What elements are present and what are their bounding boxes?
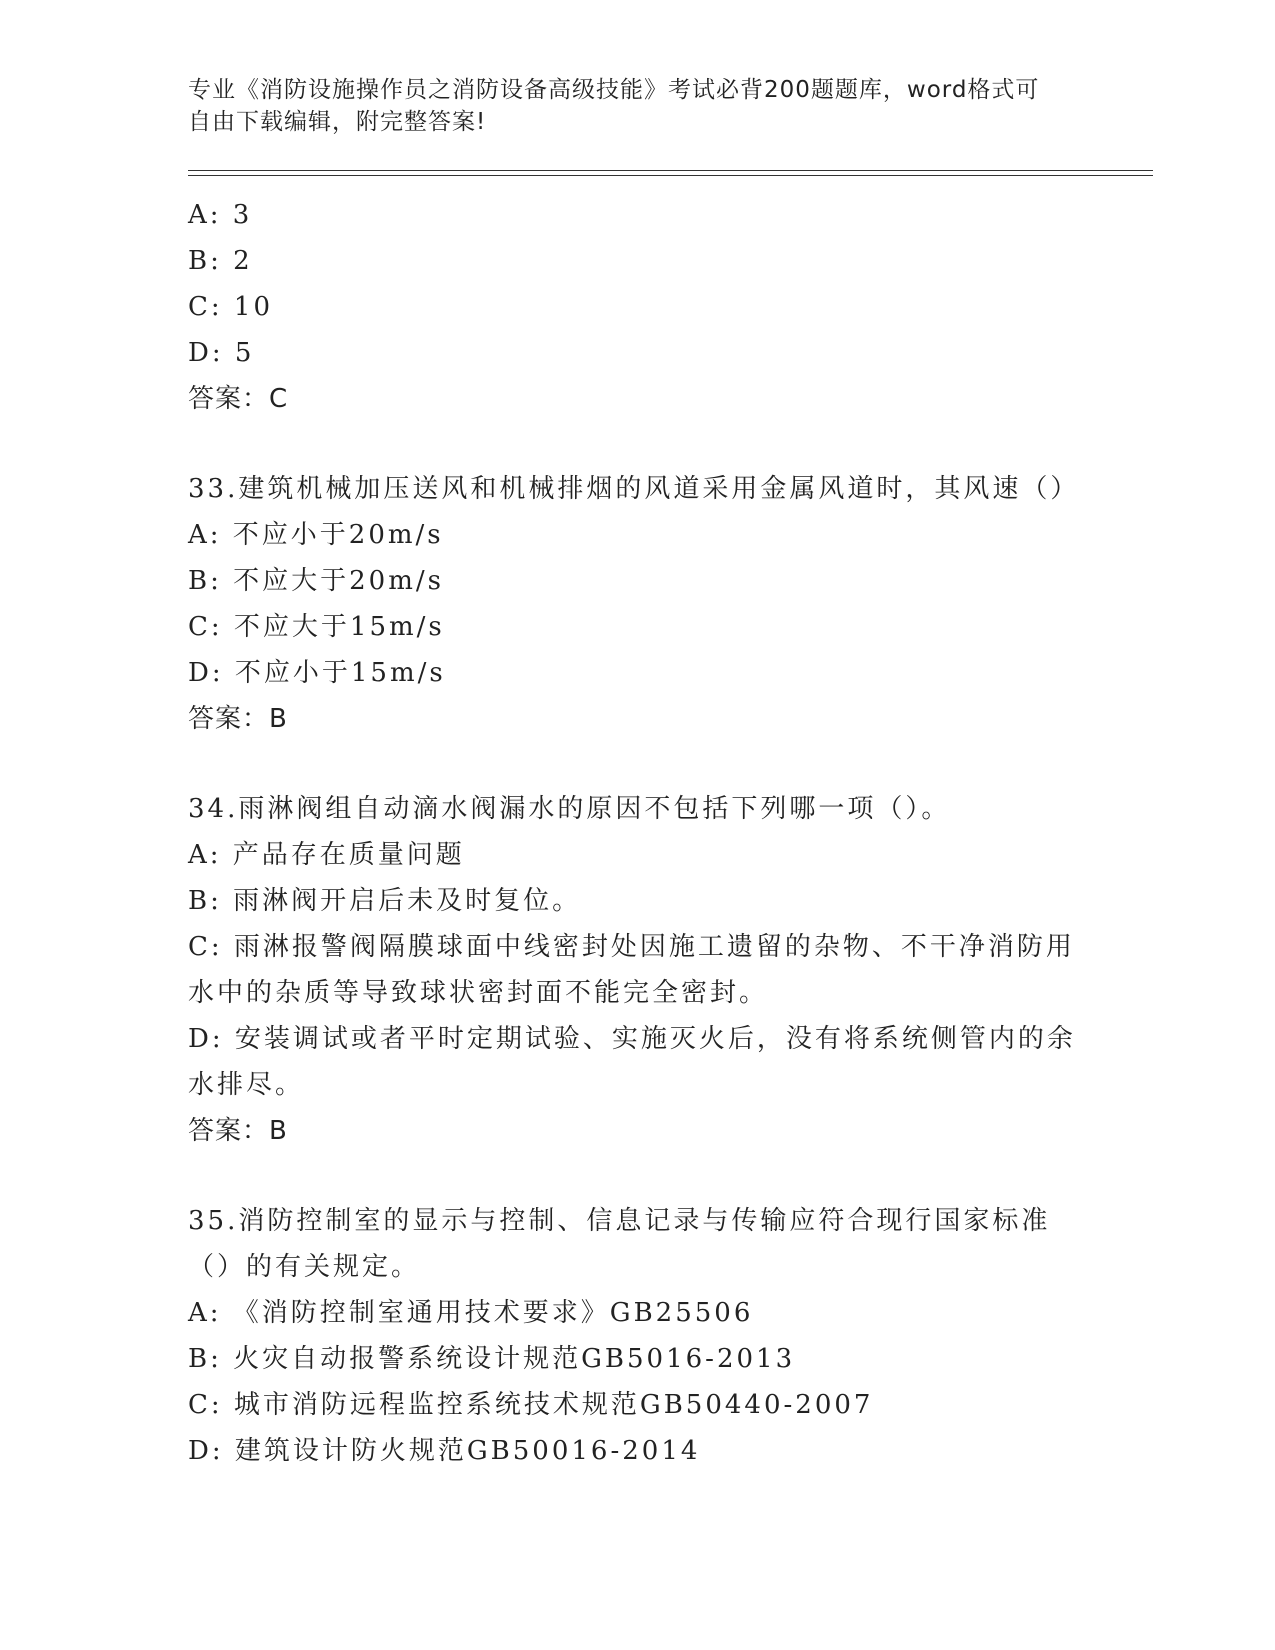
option-c: C: 10 (188, 292, 274, 322)
option-a: A: 不应小于20m/s (188, 520, 444, 550)
option-b: B: 不应大于20m/s (188, 566, 444, 596)
block-spacer (188, 1154, 1088, 1198)
question-list (188, 192, 1088, 1474)
option-c: C: 不应大于15m/s (188, 612, 445, 642)
question-block-32 (188, 192, 1088, 422)
question-block-33 (188, 466, 1088, 742)
option-b: B: 雨淋阀开启后未及时复位。 (188, 886, 582, 916)
option-d: D: 安装调试或者平时定期试验、实施灭火后，没有将系统侧管内的余水排尽。 (188, 1024, 1076, 1100)
answer-text: 答案：B (188, 1116, 288, 1146)
option-a: A: 3 (188, 200, 253, 230)
block-spacer (188, 742, 1088, 786)
answer-text: 答案：C (188, 384, 289, 414)
option-a: A: 《消防控制室通用技术要求》GB25506 (188, 1298, 754, 1328)
question-text: 33.建筑机械加压送风和机械排烟的风道采用金属风道时，其风速（） (188, 474, 1080, 504)
option-c: C: 城市消防远程监控系统技术规范GB50440-2007 (188, 1390, 874, 1420)
header-rule-top (188, 170, 1153, 171)
option-b: B: 火灾自动报警系统设计规范GB5016-2013 (188, 1344, 796, 1374)
question-text: 35.消防控制室的显示与控制、信息记录与传输应符合现行国家标准（）的有关规定。 (188, 1206, 1051, 1282)
header-rule-bottom (188, 175, 1153, 176)
block-spacer (188, 422, 1088, 466)
option-d: D: 建筑设计防火规范GB50016-2014 (188, 1436, 701, 1466)
header-line-1: 专业《消防设施操作员之消防设备高级技能》考试必背200题题库，word格式可 (188, 77, 1040, 103)
option-d: D: 不应小于15m/s (188, 658, 446, 688)
document-header (188, 74, 1068, 138)
option-b: B: 2 (188, 246, 253, 276)
header-line-2: 自由下载编辑，附完整答案! (188, 109, 487, 135)
option-c: C: 雨淋报警阀隔膜球面中线密封处因施工遗留的杂物、不干净消防用水中的杂质等导致球状密封面不能完全密封。 (188, 932, 1075, 1008)
option-a: A: 产品存在质量问题 (188, 840, 465, 870)
option-d: D: 5 (188, 338, 255, 368)
answer-text: 答案：B (188, 704, 288, 734)
question-block-35 (188, 1198, 1088, 1474)
question-block-34 (188, 786, 1088, 1154)
question-text: 34.雨淋阀组自动滴水阀漏水的原因不包括下列哪一项（）。 (188, 794, 951, 824)
